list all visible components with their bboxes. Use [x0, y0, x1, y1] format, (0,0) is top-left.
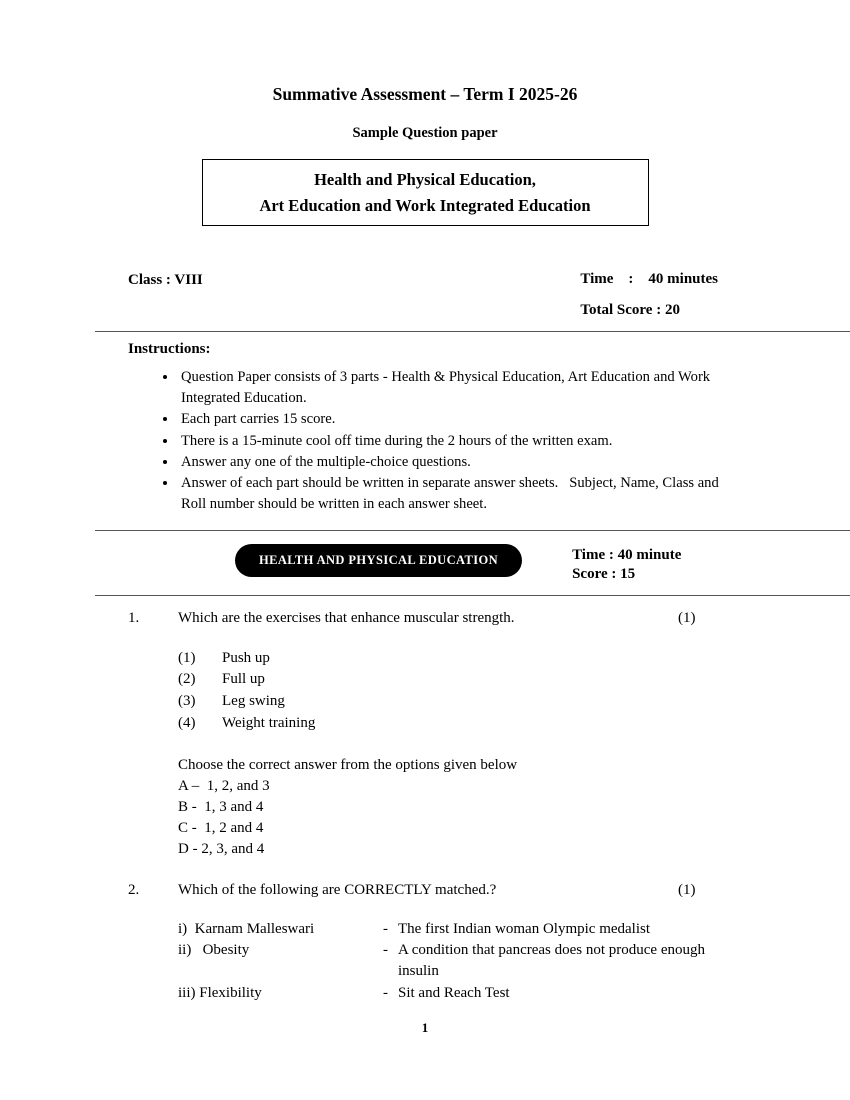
answer-choices	[178, 776, 720, 860]
choose-instruction: Choose the correct answer from the options given below	[178, 756, 518, 773]
answer-choice: A – 1, 2, and 3	[178, 777, 270, 794]
option-text: Push up	[222, 649, 270, 666]
option-number: (1)	[178, 649, 196, 666]
exam-meta-row	[0, 272, 850, 318]
class-label: Class : VIII	[128, 272, 203, 289]
answer-choice: D - 2, 3, and 4	[178, 840, 265, 857]
option-text: Full up	[222, 671, 265, 688]
instructions-list	[128, 367, 722, 515]
section-time: Time : 40 minute	[572, 547, 682, 564]
instructions-section	[0, 341, 850, 515]
horizontal-rule	[95, 530, 850, 531]
question-number: 2.	[128, 881, 140, 898]
option-text: Weight training	[222, 714, 316, 731]
subject-title-box	[202, 159, 649, 226]
match-dash: -	[383, 984, 388, 1001]
total-score-label: Total Score : 20	[580, 302, 680, 319]
instruction-item: • Answer any one of the multiple-choice questions.	[178, 452, 722, 473]
question-2	[128, 882, 720, 1004]
question-1	[128, 610, 720, 860]
question-marks: (1)	[678, 881, 696, 898]
questions-area	[0, 610, 850, 1004]
match-dash: -	[383, 942, 388, 959]
match-item: i) Karnam Malleswari	[178, 920, 315, 937]
option-row	[178, 713, 720, 735]
question-head	[128, 882, 720, 899]
exam-title: Summative Assessment – Term I 2025-26	[272, 84, 578, 104]
match-desc: Sit and Reach Test	[398, 984, 510, 1001]
match-item: ii) Obesity	[178, 942, 250, 959]
sample-paper-subtitle: Sample Question paper	[352, 125, 498, 141]
option-text: Leg swing	[222, 693, 285, 710]
question-text: Which are the exercises that enhance muscular strength.	[178, 609, 515, 626]
instruction-item: • Each part carries 15 score.	[178, 409, 722, 430]
horizontal-rule	[95, 595, 850, 596]
option-number: (4)	[178, 714, 196, 731]
time-score-block	[580, 272, 718, 318]
match-dash: -	[383, 920, 388, 937]
subject-line-2: Art Education and Work Integrated Education	[259, 195, 591, 215]
match-desc: The first Indian woman Olympic medalist	[398, 920, 651, 937]
option-number: (2)	[178, 671, 196, 688]
instruction-item: • Question Paper consists of 3 parts - Health & Physical Education, Art Education and Work Integrated Education.	[178, 367, 722, 409]
section-meta	[572, 544, 681, 584]
option-number: (3)	[178, 693, 196, 710]
section-badge: HEALTH AND PHYSICAL EDUCATION	[235, 544, 522, 577]
section-header-row	[0, 544, 850, 584]
option-row	[178, 648, 720, 670]
match-item: iii) Flexibility	[178, 984, 262, 1001]
match-list	[178, 919, 720, 1004]
page-number: 1	[421, 1020, 429, 1035]
section-score: Score : 15	[572, 565, 636, 582]
match-row	[178, 919, 720, 940]
horizontal-rule	[95, 331, 850, 332]
answer-choice: B - 1, 3 and 4	[178, 798, 264, 815]
option-row	[178, 669, 720, 691]
question-number: 1.	[128, 609, 140, 626]
time-label: Time : 40 minutes	[580, 271, 718, 288]
option-row	[178, 691, 720, 713]
subject-line-1: Health and Physical Education,	[314, 170, 536, 189]
answer-choice: C - 1, 2 and 4	[178, 819, 264, 836]
match-desc: A condition that pancreas does not produce enough insulin	[398, 942, 706, 980]
question-head	[128, 610, 720, 627]
match-row	[178, 940, 720, 983]
instruction-item: • Answer of each part should be written in separate answer sheets. Subject, Name, Class and Roll number should be written in each answer sheet.	[178, 473, 722, 515]
question-marks: (1)	[678, 609, 696, 626]
question-text: Which of the following are CORRECTLY matched.?	[178, 881, 497, 898]
instructions-heading: Instructions:	[128, 341, 211, 358]
match-row	[178, 983, 720, 1004]
instruction-item: • There is a 15-minute cool off time during the 2 hours of the written exam.	[178, 431, 722, 452]
option-list	[178, 648, 720, 735]
